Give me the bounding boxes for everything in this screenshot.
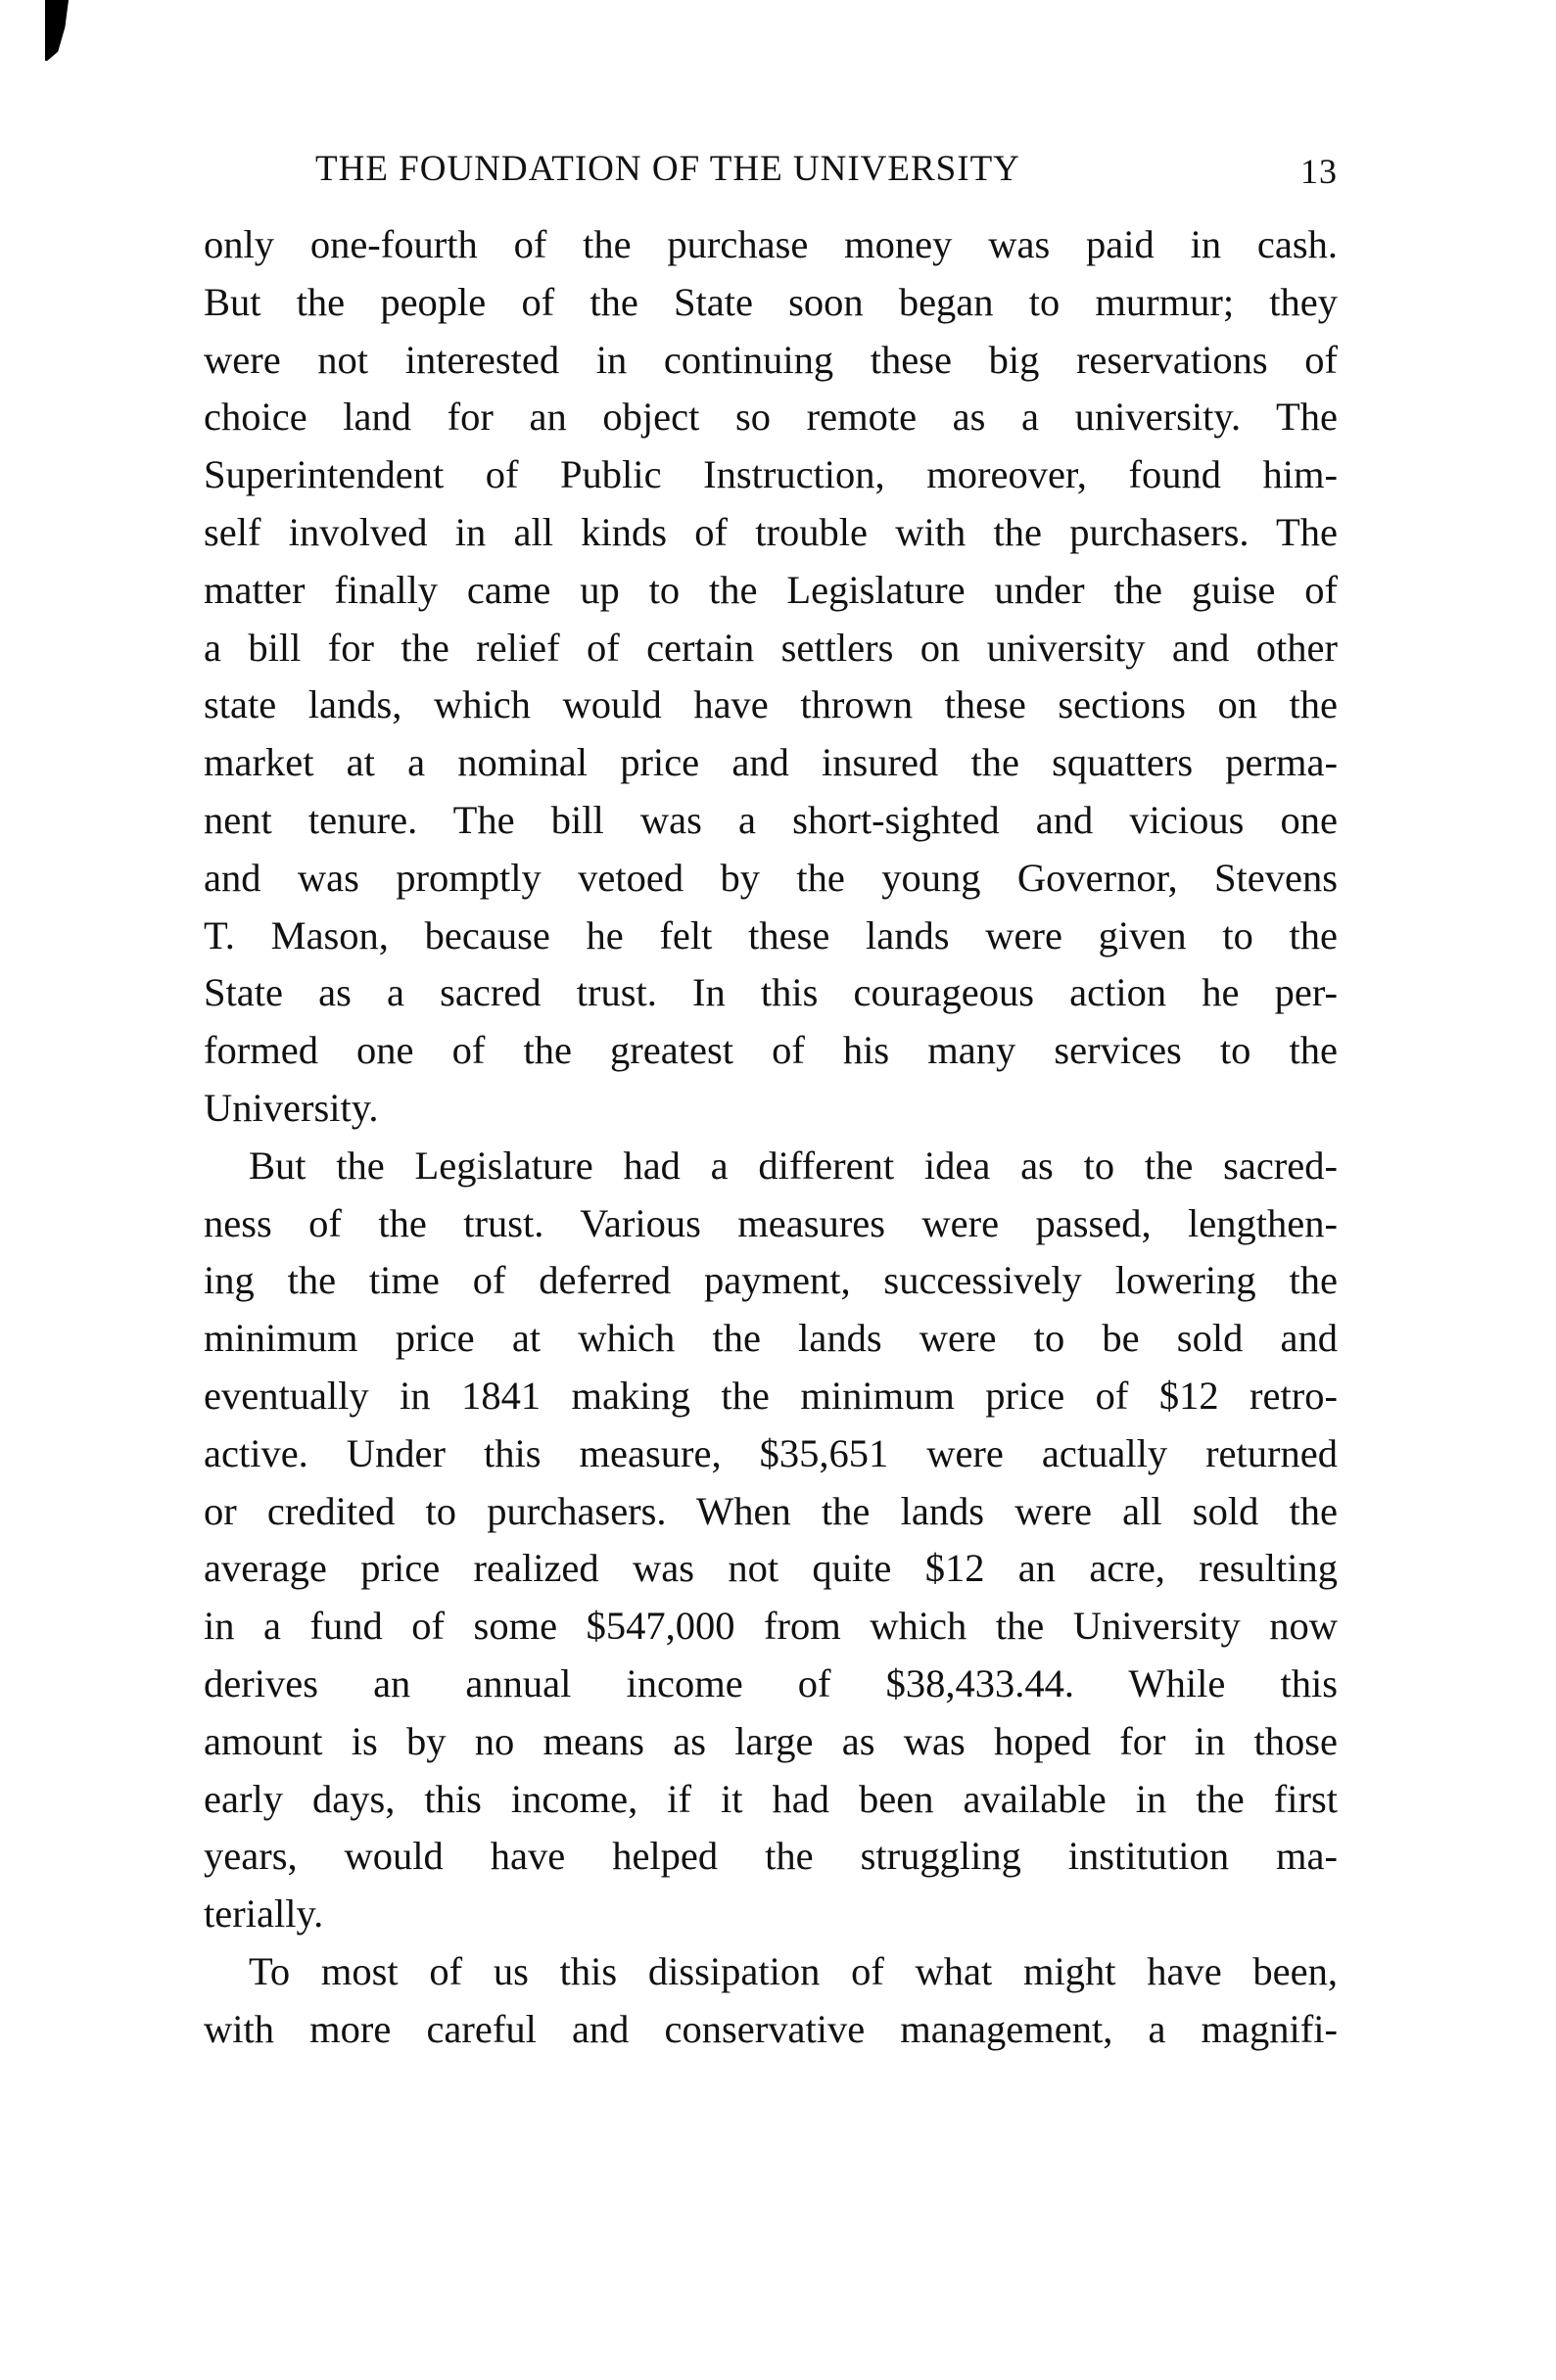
text-line: terially. [204,1891,324,1937]
text-line: years, would have helped the struggling institution ma- [204,1834,1338,1879]
text-line: state lands, which would have thrown these sections on the [204,682,1338,727]
text-line: and was promptly vetoed by the young Governor, Stevens [204,855,1338,900]
text-line: To most of us this dissipation of what might have been, [249,1948,1338,1993]
paragraph [204,216,1338,1138]
text-line: active. Under this measure, $35,651 were actually returned [204,1430,1338,1475]
text-line: State as a sacred trust. In this courageous action he per- [204,970,1338,1015]
text-line: amount is by no means as large as was hoped for in those [204,1718,1338,1763]
text-line: minimum price at which the lands were to be sold and [204,1316,1338,1361]
text-line: ing the time of deferred payment, successively lowering the [204,1258,1338,1303]
running-head-title: THE FOUNDATION OF THE UNIVERSITY [315,149,1020,189]
text-line: in a fund of some $547,000 from which the University now [204,1604,1338,1649]
text-line: formed one of the greatest of his many services to the [204,1028,1338,1073]
page-number: 13 [1300,152,1338,191]
text-line: nent tenure. The bill was a short-sighted and vicious one [204,797,1338,842]
text-line: Superintendent of Public Instruction, moreover, found him- [204,452,1338,497]
text-line: average price realized was not quite $12 an acre, resulting [204,1546,1338,1591]
text-line: self involved in all kinds of trouble with the purchasers. The [204,509,1338,554]
text-line: only one-fourth of the purchase money was paid in cash. [204,222,1338,266]
text-line: derives an annual income of $38,433.44. While this [204,1660,1338,1705]
text-line: But the Legislature had a different idea as to the sacred- [249,1143,1338,1188]
text-line: a bill for the relief of certain settlers on university and other [204,625,1338,670]
text-line: or credited to purchasers. When the lands were all sold the [204,1488,1338,1533]
text-line: T. Mason, because he felt these lands were given to the [204,912,1338,957]
text-line: matter finally came up to the Legislature under the guise of [204,567,1338,612]
text-line: early days, this income, if it had been available in the first [204,1776,1338,1821]
text-line: with more careful and conservative management, a magnifi- [204,2006,1338,2051]
text-line: ness of the trust. Various measures were passed, lengthen- [204,1200,1338,1245]
text-line: But the people of the State soon began to murmur; they [204,279,1338,324]
scan-artifact-mark [45,0,69,61]
text-line: University. [204,1085,379,1130]
text-line: eventually in 1841 making the minimum price of $12 retro- [204,1373,1338,1418]
paragraph [204,1138,1338,1943]
text-line: were not interested in continuing these big reservations of [204,337,1338,382]
text-line: choice land for an object so remote as a university. The [204,395,1338,440]
body-text [204,216,1338,2059]
paragraph [204,1943,1338,2059]
text-line: market at a nominal price and insured the squatters perma- [204,740,1338,785]
